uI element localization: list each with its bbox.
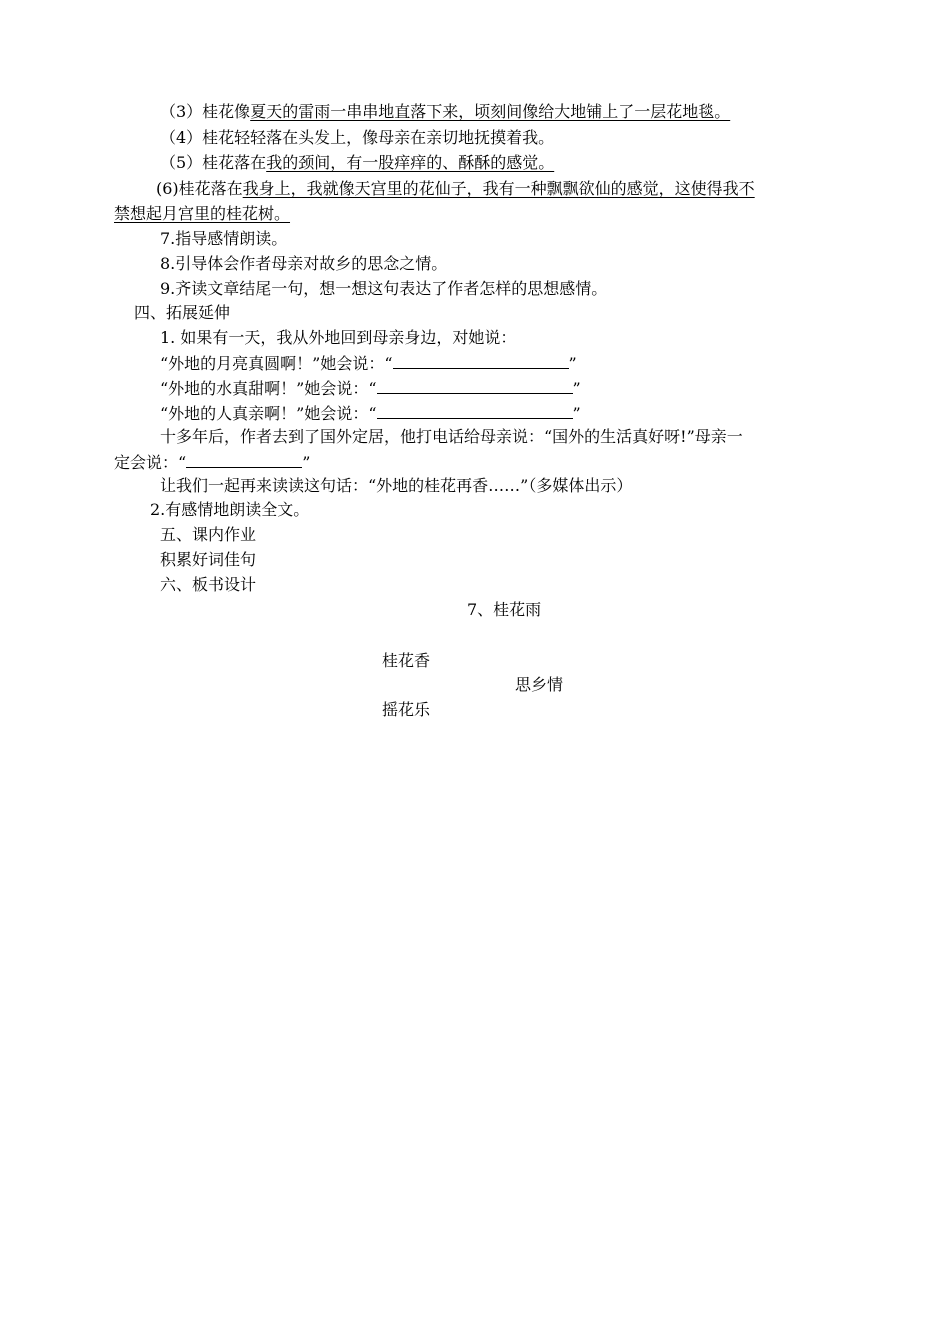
step-7: 7.指导感情朗读。: [160, 229, 288, 248]
mother-call-text: 定会说：“: [114, 453, 187, 472]
item-6-prefix: (6)桂花落在: [156, 179, 243, 198]
item-6-underlined-cont: 禁想起月宫里的桂花树。: [114, 204, 291, 223]
item-5-underlined: 我的颈间，有一股痒痒的、酥酥的感觉。: [266, 153, 555, 172]
item-6-continued: [114, 204, 290, 224]
board-left-2: 摇花乐: [382, 700, 431, 719]
mother-call: 十多年后，作者去到了国外定居，他打电话给母亲说：“国外的生活真好呀!”母亲一: [160, 427, 743, 446]
fill-moon-text: “外地的月亮真圆啊！”她会说：“: [160, 354, 393, 373]
fill-people: [160, 402, 581, 424]
item-3-underlined: 夏天的雷雨一串串地直落下来，顷刻间像给大地铺上了一层花地毯。: [250, 102, 731, 121]
fill-moon-blank[interactable]: [393, 352, 569, 369]
step-9: 9.齐读文章结尾一句，想一想这句表达了作者怎样的思想感情。: [160, 279, 608, 298]
step-8: 8.引导体会作者母亲对故乡的思念之情。: [160, 254, 448, 273]
fill-water-blank[interactable]: [377, 377, 573, 394]
mother-call-cont: [114, 451, 310, 473]
item-5: [160, 153, 554, 173]
homework-text: 积累好词佳句: [160, 550, 257, 569]
read-again: 让我们一起再来读读这句话：“外地的桂花再香……”（多媒体出示）: [160, 476, 633, 495]
item-6: [156, 179, 755, 199]
fill-people-close: ”: [572, 404, 581, 423]
mother-call-close: ”: [302, 453, 311, 472]
fill-people-blank[interactable]: [377, 402, 573, 419]
fill-people-text: “外地的人真亲啊！”她会说：“: [160, 404, 377, 423]
fill-moon: [160, 352, 577, 374]
board-left-1: 桂花香: [382, 651, 431, 670]
item-3-prefix: （3）桂花像: [160, 102, 251, 121]
mother-call-blank[interactable]: [186, 451, 302, 468]
fill-water-close: ”: [572, 379, 581, 398]
section-4-heading: 四、拓展延伸: [134, 303, 231, 322]
item-4: （4）桂花轻轻落在头发上，像母亲在亲切地抚摸着我。: [160, 128, 555, 147]
board-title: 7、桂花雨: [467, 600, 542, 619]
section-5-heading: 五、课内作业: [160, 525, 257, 544]
board-right: 思乡情: [515, 675, 564, 694]
extension-1: 1. 如果有一天，我从外地回到母亲身边，对她说：: [160, 328, 517, 347]
item-6-underlined: 我身上，我就像天宫里的花仙子，我有一种飘飘欲仙的感觉，这使得我不: [242, 179, 755, 198]
fill-moon-close: ”: [568, 354, 577, 373]
item-5-prefix: （5）桂花落在: [160, 153, 267, 172]
fill-water-text: “外地的水真甜啊！”她会说：“: [160, 379, 377, 398]
item-3: [160, 102, 730, 122]
section-6-heading: 六、板书设计: [160, 575, 257, 594]
extension-2: 2.有感情地朗读全文。: [150, 500, 310, 519]
fill-water: [160, 377, 581, 399]
